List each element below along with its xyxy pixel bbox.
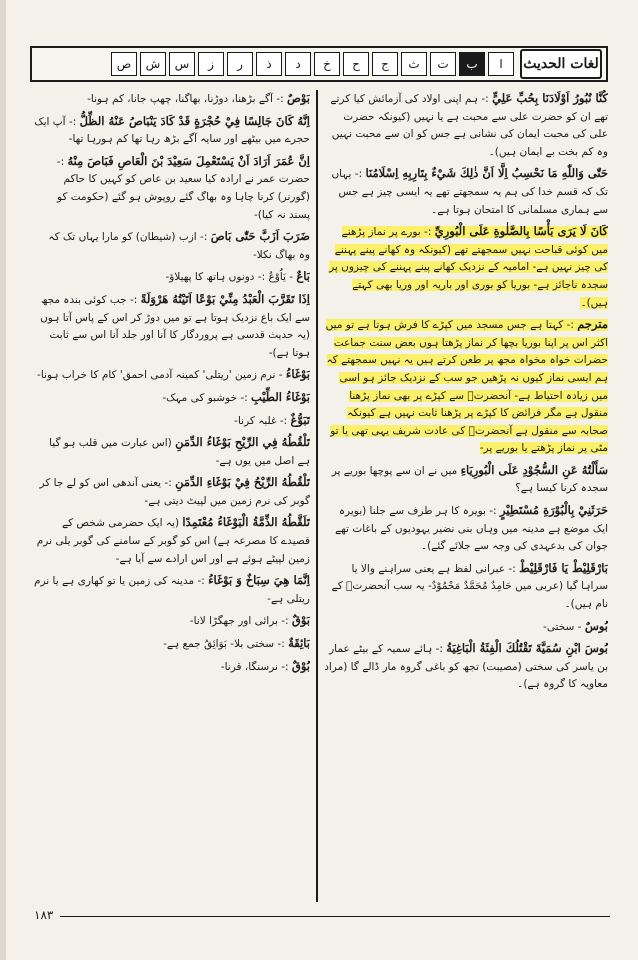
entry-headword: بُوْقٌ — [291, 658, 310, 673]
entry-text: :- ازب (شیطان) کو مارا یہاں تک کہ وہ بھاگ نکلا- — [48, 231, 310, 261]
entry-text: :- عبرانی لفظ ہے یعنی سراہنے والا یا سراہا گیا (عربی میں حَامِدٌ مُحَمَّدٌ مَحْمُوْدٌ- یہ سب آنحضرتؐ کے نام ہیں)۔ — [331, 562, 608, 611]
dictionary-entry — [34, 389, 310, 408]
entry-text: :- غلبہ کرنا- — [234, 414, 288, 427]
dictionary-entry — [34, 228, 310, 264]
page-edge — [0, 0, 6, 960]
entry-headword: بَوْقٌ — [291, 613, 310, 628]
entry-text: - يَاُوْعُ :- دونوں ہاتھ کا پھیلاؤ- — [165, 271, 294, 284]
dictionary-entry — [34, 514, 310, 568]
entry-text: :- سختی بلا- بَوَائِقُ جمع ہے- — [163, 638, 285, 651]
dictionary-entry — [34, 635, 310, 654]
dictionary-entry — [34, 474, 310, 510]
dictionary-entry — [322, 223, 608, 312]
letter-tab[interactable]: خ — [314, 52, 340, 76]
right-column — [322, 90, 608, 902]
entry-headword: اِذَا تَقَرَّبَ الْعَبْدُ مِنِّيْ بَوْعًا اَتَيْتُهُ هَرْوَلَةً — [140, 291, 310, 306]
entry-text: :- آگے بڑھنا، دوڑنا، بھاگنا، چھپ جانا، کم ہونا- — [87, 93, 284, 105]
dictionary-entry — [322, 165, 608, 219]
dictionary-entry — [34, 366, 310, 385]
entry-text: :- ہم اپنی اولاد کی آزمائش کیا کرتے تھے ان کو حضرت علی سے محبت ہے یا نہیں (کیونکہ حضرت علی کی محبت ایمان کی نشانی ہے جس کو ان سے محبت نہیں وہ کم بخت بے ایمان ہیں)۔ — [330, 93, 608, 158]
entry-text: (اس عبارت میں قلب ہو گیا ہے اصل میں یوں ہے- — [49, 437, 310, 467]
letter-tab[interactable]: ب — [459, 52, 485, 76]
entry-text: میں نے ان سے پوچھا بوریے پر سجدہ کرنا کیسا ہے؟ — [331, 464, 608, 495]
letter-tab[interactable]: ح — [343, 52, 369, 76]
entry-text: :- برائی اور جھگڑا لانا- — [189, 615, 289, 628]
dictionary-entry — [34, 153, 310, 224]
entry-text: :- خوشبو کی مہک- — [162, 391, 248, 404]
dictionary-entry — [322, 502, 608, 556]
dictionary-entry — [322, 560, 608, 614]
entry-headword: تَلْقُطُهُ الرِّيْحُ فِيْ بَوْغَاءِ الدِّمَنِ — [175, 475, 310, 490]
dictionary-entry — [34, 113, 310, 149]
entry-headword: بَوْغَاءُ الطِّيْبِ — [251, 389, 310, 404]
entry-headword: مترجم — [577, 317, 608, 332]
dictionary-entry — [34, 434, 310, 470]
letter-tab[interactable]: ص — [111, 52, 137, 76]
entry-text: :- آپ ایک حجرے میں بیٹھے اور سایہ آگے بڑھ رہا تھا کم ہورہا تھا- — [34, 115, 310, 146]
entry-headword: اِنَّهُ كَانَ جَالِسًا فِيْ حُجْرَةٍ قَدْ كَادَ يَنْبَاصُ عَنْهُ الظِّلُّ — [79, 113, 310, 128]
entry-text: :- مدینہ کی زمین یا تو کھاری ہے یا نرم ریتلی ہے- — [34, 575, 310, 605]
entry-headword: سَأَلْتُهُ عَنِ السُّجُوْدِ عَلَى الْبُورِيَاءِ — [460, 462, 608, 477]
entry-text: :- بورے پر نماز پڑھنے میں کوئی قباحت نہیں سمجھتے تھے (کیونکہ وہ کھانے پینے پہننے کی چیز نہیں ہے- امامیہ کے نزدیک کھانے پینے پہننے کی چیزوں پر سجدہ ناجائز ہے- بوریا کو بوری اور باریہ اور وریا بھی کہتے ہیں)۔ — [329, 226, 608, 309]
letter-tab[interactable]: ا — [488, 52, 514, 76]
entry-headword: كَانَ لَا يَرَى بَأْسًا بِالصَّلٰوةِ عَلَى الْبُورِيِّ — [434, 224, 608, 239]
entry-text: :- یعنی آندھی اس کو لے جا کر گوبر کی نرم زمین میں لپیٹ دیتی ہے- — [39, 477, 310, 507]
entry-headword: حَتّٰى وَاللّٰهِ مَا نَحْسِبُ اِلَّا اَنَّ ذٰلِكَ شَيْءٌ بِتَارِبِهِ اِسْلَامُنَا — [365, 166, 608, 181]
dictionary-entry — [34, 412, 310, 431]
entry-headword: حَرَثَنِيْ بِالْبُوْرَةِ مُسْتَطِيْرٍ — [499, 503, 608, 518]
entry-text: :- کہتا ہے جس مسجد میں کپڑے کا فرش ہوتا ہے تو میں اکثر اس پر اپنا بوریا بچھا کر نماز پڑھتا ہوں بعض سنت جماعت حضرات خواہ مخواہ مجھ پر طعن کرتے ہیں یہ نہیں سمجھتے کہ ہم ایسی نماز کیوں نہ پڑھیں جو سب کے نزدیک جائز ہو اسی میں زیادہ احتیاط ہے- آنحضرتؐ سے کپڑے پر بھی نماز پڑھنا منقول ہے مگر فرائض کا کپڑے پر پڑھنا ثابت نہیں ہے کیونکہ صحابہ سے منقول ہے آنحضرتؐ کی عادت شریف یہی تھی یا تو مٹی پر نماز پڑھتے یا بوریے پر- — [325, 319, 608, 455]
entry-text: - نرم زمین 'ریتلی' کمینہ آدمی احمق' کام کا خراب ہونا- — [37, 369, 283, 382]
letter-tab[interactable]: ز — [198, 52, 224, 76]
entry-headword: بُوسٌ — [584, 618, 608, 633]
dictionary-entry — [34, 291, 310, 362]
dictionary-entry — [322, 316, 608, 458]
entry-headword: تَبَوُّغٌ — [290, 412, 310, 427]
entry-headword: بُوسَ ابْنِ سُمَيَّةَ تَقْتُلُكَ الْفِئَةُ الْبَاغِيَةُ — [446, 641, 608, 656]
entry-text: :- جب کوئی بندہ مجھ سے ایک باع نزدیک ہوتا ہے تو میں دوڑ کر اس کے پاس آتا ہوں (یہ حدیث قدسی ہے پروردگار کا آنا اور جلد آنا اس سے ثابت ہوتا ہے)- — [40, 293, 310, 359]
dictionary-entry — [34, 658, 310, 677]
letter-tab[interactable]: د — [285, 52, 311, 76]
letter-tabs — [111, 52, 514, 76]
entry-headword: اِنَّ عُمَرَ اَرَادَ اَنْ يَسْتَعْمِلَ سَعِيْدَ بْنَ الْعَاصِ فَبَاصَ مِنْهُ — [67, 153, 310, 168]
letter-tab[interactable]: س — [169, 52, 195, 76]
dictionary-entry — [34, 572, 310, 608]
entry-headword: بَوْصٌ — [286, 91, 310, 105]
dictionary-entry — [322, 90, 608, 161]
entry-text: (یہ ایک حضرمی شخص کے قصیدے کا مصرعہ ہے) اس کو گوبر کے سامنے کی گوبر یلی نرم زمین لپیٹے ہوئے ہے اور اس ارادے سے آیا ہے- — [36, 517, 310, 565]
entry-text: :- ہائے سمیہ کے بیٹے عمار بن یاسر کی سختی (مصیبت) تجھ کو باغی گروہ مار ڈالے گا (مراد معاویہ کا گروہ ہے)۔ — [324, 643, 608, 691]
footer-rule — [60, 916, 610, 917]
letter-tab[interactable]: ذ — [256, 52, 282, 76]
entry-text: :- نرسنگا، قرنا- — [220, 660, 289, 673]
letter-index-header — [30, 46, 608, 82]
entry-headword: بَاعٌ — [296, 269, 310, 284]
entry-headword: تَلَقَّطُهُ الذِّمَّةُ الْبَوْغَاءُ مُعْتَمِدًا — [182, 515, 310, 530]
letter-tab[interactable]: ش — [140, 52, 166, 76]
left-column — [34, 90, 310, 902]
letter-tab[interactable]: ر — [227, 52, 253, 76]
letter-tab[interactable]: ت — [430, 52, 456, 76]
entry-headword: كُنَّا نُبُورُ اَوْلَادَنَا بِحُبِّ عَلِيٍّ — [492, 91, 608, 105]
dictionary-entry — [34, 612, 310, 631]
dictionary-entry — [34, 268, 310, 287]
dictionary-entry — [322, 462, 608, 498]
entry-headword: ضَرَبَ اَزَبَّ حَتّٰى بَاصَ — [210, 229, 310, 244]
letter-tab[interactable]: ج — [372, 52, 398, 76]
entry-text: :- حضرت عمر نے ارادہ کیا سعید بن عاص کو کہیں کا حاکم (گورنر) کرنا چاہا وہ بھاگ گئے روپوش ہو گئے (حکومت کو پسند نہ کیا)- — [56, 155, 310, 221]
entry-headword: بَائِقَةٌ — [288, 636, 310, 651]
dictionary-entry — [34, 90, 310, 109]
entry-headword: تَلْقُطُهُ فِي الرِّيْحِ بَوْغَاءُ الدِّمَنِ — [175, 435, 310, 450]
letter-tab[interactable]: ث — [401, 52, 427, 76]
book-title: لغات الحديث — [520, 49, 602, 79]
dictionary-entry — [322, 640, 608, 694]
page-number: ۱۸۳ — [34, 908, 54, 922]
entry-text: :- یہاں تک کہ قسم خدا کی ہم یہ سمجھتے تھے یہ ایسی چیز ہے جس سے ہماری مسلمانی کا امتحان ہوتا ہے۔ — [331, 168, 608, 216]
entry-text: - سختی- — [543, 620, 582, 633]
entry-headword: بَوْغَاءُ — [285, 367, 310, 382]
entry-text: :- بویرہ کا ہر طرف سے جلنا (بویرہ ایک موضع ہے مدینہ میں وہاں بنی نضیر یہودیوں کے باغات تھے جوان کی بدعہدی کی وجہ سے جلائے گئے)۔ — [335, 505, 608, 553]
dictionary-entry — [322, 618, 608, 637]
column-divider — [316, 90, 318, 902]
entry-headword: بَارْقَلِيْطْ يَا فَارْقَلِيْطْ — [519, 560, 608, 575]
entry-headword: اِنَّمَا هِيَ سِبَاخٌ وَ بَوْغَاءُ — [208, 573, 310, 588]
